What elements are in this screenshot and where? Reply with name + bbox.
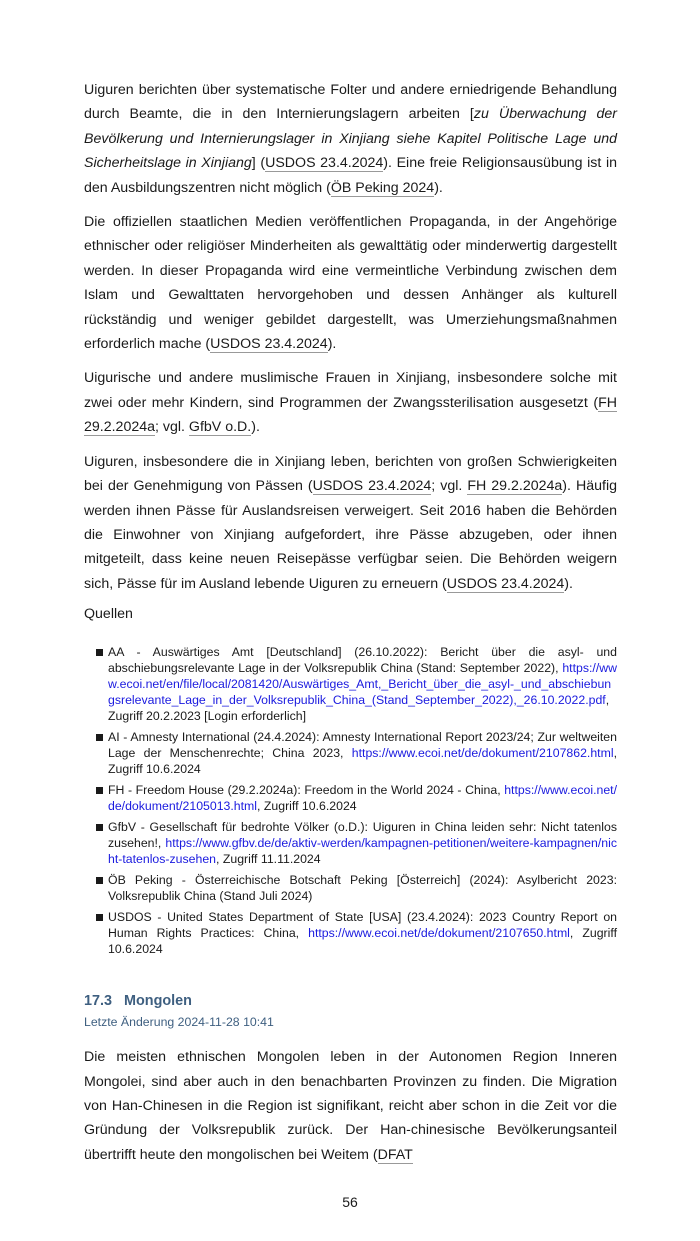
- source-url-link[interactable]: https://www.ecoi.net/de/dokument/2105013.html: [108, 783, 617, 814]
- bullet-icon: [96, 877, 103, 884]
- source-item: [108, 644, 617, 724]
- text-segment: , Zugriff 10.6.2024: [108, 746, 617, 777]
- citation-link[interactable]: USDOS 23.4.2024: [312, 478, 432, 495]
- paragraph: [84, 210, 617, 356]
- citation-link[interactable]: FH 29.2.2024a: [84, 394, 617, 436]
- source-url-link[interactable]: https://www.gfbv.de/de/aktiv-werden/kampagnen-petitionen/weitere-kampagnen/nicht-tatenlos-zusehen: [108, 836, 617, 867]
- text-segment: , Zugriff 10.6.2024: [108, 926, 617, 957]
- source-url-link[interactable]: https://www.ecoi.net/de/dokument/2107862.html: [351, 746, 614, 761]
- bullet-icon: [96, 734, 103, 741]
- text-segment: AI - Amnesty International (24.4.2024): Amnesty International Report 2023/24; Zur weltweiten Lage der Menschenrechte; China 2023,: [108, 730, 617, 761]
- text-segment: Die offiziellen staatlichen Medien veröffentlichen Propaganda, in der Angehörige ethnischer oder religiöser Minderheiten als gewalttätig oder minderwertig dargestellt werden. In dieser Propaganda wird eine vermeintliche Verbindung zwischen dem Islam und Gewalttaten hervorgehoben und dessen Anhänger als kulturell rückständig und weniger gebildet dargestellt, was Umerziehungsmaßnahmen erforderlich mache (: [84, 214, 617, 353]
- text-segment: Uiguren, insbesondere die in Xinjiang leben, berichten von großen Schwierigkeiten bei der Genehmigung von Pässen (: [84, 453, 617, 495]
- source-item: [108, 819, 617, 867]
- paragraphs: [84, 78, 617, 596]
- text-segment: AA - Auswärtiges Amt [Deutschland] (26.10.2022): Bericht über die asyl- und abschiebungsrelevante Lage in der Volksrepublik China (Stand: September 2022),: [108, 645, 617, 676]
- text-segment: ; vgl.: [431, 478, 468, 495]
- bullet-icon: [96, 914, 103, 921]
- text-segment: ; vgl.: [155, 419, 189, 436]
- cross-reference-text: zu Überwachung der Bevölkerung und Internierungslager in Xinjiang siehe Kapitel Politische Lage und Sicherheitslage in Xinjiang: [84, 106, 617, 172]
- text-segment: GfbV - Gesellschaft für bedrohte Völker (o.D.): Uiguren in China leiden sehr: Nicht tatenlos zusehen!,: [108, 820, 617, 851]
- bullet-icon: [96, 824, 103, 831]
- citation-link[interactable]: FH 29.2.2024a: [467, 478, 563, 495]
- text-segment: ).: [327, 336, 337, 353]
- citation-link[interactable]: USDOS 23.4.2024: [210, 336, 328, 353]
- text-segment: ÖB Peking - Österreichische Botschaft Peking [Österreich] (2024): Asylbericht 2023: Volksrepublik China (Stand Juli 2024): [108, 873, 617, 904]
- text-segment: Uigurische und andere muslimische Frauen in Xinjiang, insbesondere solche mit zwei oder mehr Kindern, sind Programmen der Zwangssterilisation ausgesetzt (: [84, 370, 617, 411]
- source-item: [108, 872, 617, 904]
- sources-label: Quellen: [84, 606, 133, 623]
- text-segment: ).: [251, 419, 260, 436]
- bullet-icon: [96, 649, 103, 656]
- text-segment: FH - Freedom House (29.2.2024a): Freedom in the World 2024 - China,: [108, 783, 505, 798]
- citation-link[interactable]: DFAT: [377, 1146, 413, 1163]
- source-item: [108, 909, 617, 957]
- text-segment: , Zugriff 20.2.2023 [Login erforderlich]: [108, 693, 610, 724]
- text-segment: ). Eine freie Religionsausübung ist in den Ausbildungszentren nicht möglich (: [84, 155, 617, 196]
- section-paragraphs: [84, 1045, 617, 1167]
- text-segment: ] (: [251, 155, 266, 172]
- text-segment: USDOS - United States Department of State [USA] (23.4.2024): 2023 Country Report on Human Rights Practices: China,: [108, 910, 617, 941]
- text-segment: , Zugriff 11.11.2024: [216, 852, 321, 867]
- page-number: 56: [342, 1194, 358, 1211]
- paragraph: [84, 450, 617, 596]
- last-changed: Letzte Änderung 2024-11-28 10:41: [84, 1015, 274, 1030]
- sources-list: [84, 644, 617, 957]
- section-heading: [84, 993, 617, 1009]
- citation-link[interactable]: USDOS 23.4.2024: [265, 155, 384, 172]
- text-segment: Die meisten ethnischen Mongolen leben in der Autonomen Region Inneren Mongolei, sind aber auch in den benachbarten Provinzen zu finden. Die Migration von Han-Chinesen in die Region ist signifikant, reicht aber schon in die Zeit vor die Gründung der Volksrepublik zurück. Der Han-chinesische Bevölkerungsanteil übertrifft heute den mongolischen bei Weitem (: [84, 1049, 617, 1163]
- citation-link[interactable]: GfbV o.D.: [188, 419, 252, 436]
- text-segment: Uiguren berichten über systematische Folter und andere erniedrigende Behandlung durch Beamte, die in den Internierungslagern arbeiten [: [84, 82, 617, 123]
- paragraph: [84, 78, 617, 200]
- paragraph: [84, 1045, 617, 1167]
- document-body: [84, 0, 617, 1167]
- paragraph: [84, 366, 617, 439]
- text-segment: , Zugriff 10.6.2024: [257, 799, 357, 814]
- citation-link[interactable]: ÖB Peking 2024: [330, 179, 435, 196]
- source-url-link[interactable]: https://www.ecoi.net/en/file/local/2081420/Auswärtiges_Amt,_Bericht_über_die_asyl-_und_abschiebungsrelevante_Lage_in_der_Volksrepublik_China_(Stand_September_2022),_26.10.2022.pdf: [108, 661, 617, 708]
- section-number: 17.3: [84, 993, 113, 1010]
- text-segment: ).: [434, 179, 443, 196]
- bullet-icon: [96, 787, 103, 794]
- source-item: [108, 782, 617, 814]
- source-item: [108, 729, 617, 777]
- text-segment: ).: [564, 575, 573, 592]
- text-segment: ). Häufig werden ihnen Pässe für Auslandsreisen verweigert. Seit 2016 haben die Behörden die Einwohner von Xinjiang aufgefordert, ihre Pässe abzugeben, oder ihnen mitgeteilt, dass keine neuen Reisepässe verfügbar seien. Die Behörden weigern sich, Pässe für im Ausland lebende Uiguren zu erneuern (: [84, 478, 617, 592]
- citation-link[interactable]: USDOS 23.4.2024: [446, 575, 565, 592]
- source-url-link[interactable]: https://www.ecoi.net/de/dokument/2107650.html: [308, 926, 570, 941]
- section-title: Mongolen: [124, 993, 192, 1010]
